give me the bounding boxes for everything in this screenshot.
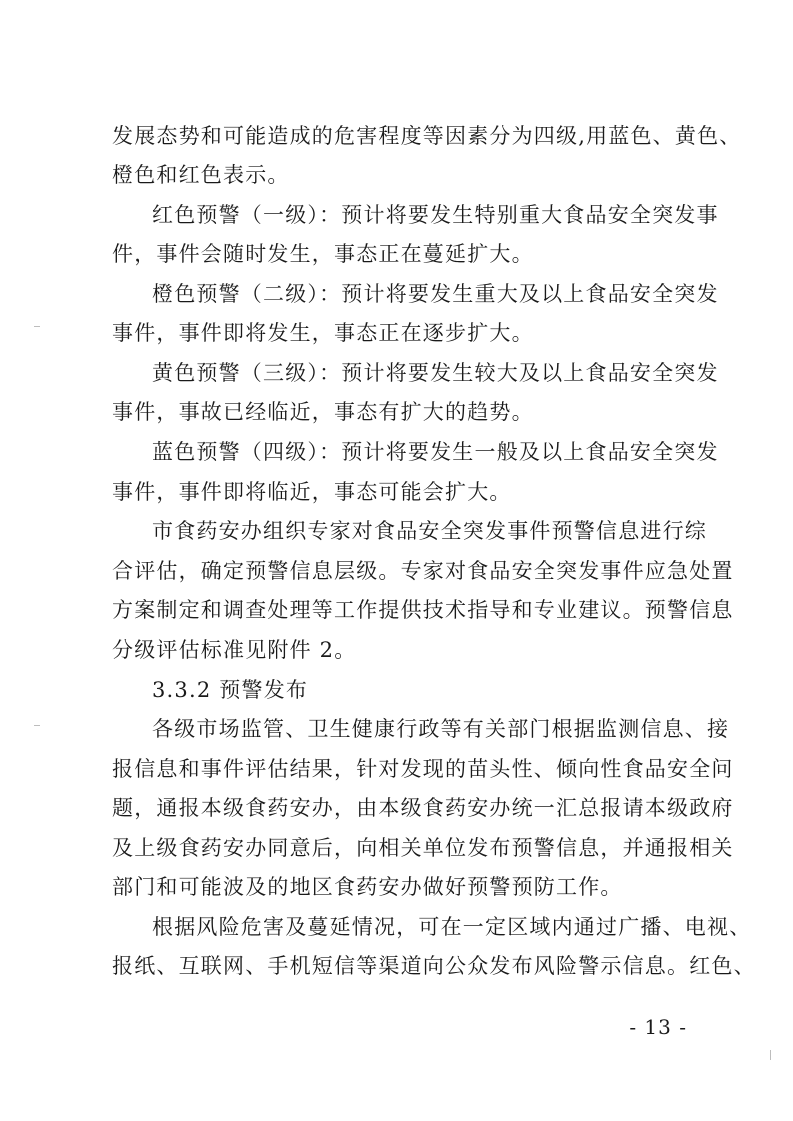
text-line: 事件，事件即将发生，事态正在逐步扩大。 (112, 321, 534, 345)
text-line: 黄色预警（三级）：预计将要发生较大及以上食品安全突发 (152, 361, 719, 385)
text-line: 题，通报本级食药安办，由本级食药安办统一汇总报请本级政府 (112, 796, 734, 820)
text-line: 红色预警（一级）：预计将要发生特别重大食品安全突发事 (152, 203, 719, 227)
scan-mark (770, 1050, 771, 1060)
scan-mark (34, 725, 40, 726)
text-line: 合评估，确定预警信息层级。专家对食品安全突发事件应急处置 (112, 559, 734, 583)
text-line: 方案制定和调查处理等工作提供技术指导和专业建议。预警信息 (112, 598, 734, 622)
text-line: 市食药安办组织专家对食品安全突发事件预警信息进行综 (152, 519, 707, 543)
section-heading: 3.3.2 预警发布 (152, 678, 309, 702)
page-number: - 13 - (629, 1015, 687, 1039)
text-line: 及上级食药安办同意后，向相关单位发布预警信息，并通报相关 (112, 836, 734, 860)
text-line: 橙色预警（二级）：预计将要发生重大及以上食品安全突发 (152, 282, 719, 306)
text-line: 分级评估标准见附件 2。 (112, 638, 357, 662)
text-line: 报信息和事件评估结果，针对发现的苗头性、倾向性食品安全问 (112, 757, 734, 781)
text-line: 各级市场监管、卫生健康行政等有关部门根据监测信息、接 (152, 717, 730, 741)
scan-mark (34, 326, 40, 327)
text-line: 件，事件会随时发生，事态正在蔓延扩大。 (112, 242, 534, 266)
text-line: 根据风险危害及蔓延情况，可在一定区域内通过广播、电视、 (152, 915, 752, 939)
text-line: 事件，事故已经临近，事态有扩大的趋势。 (112, 400, 534, 424)
text-line: 部门和可能波及的地区食药安办做好预警预防工作。 (112, 875, 623, 899)
text-line: 报纸、互联网、手机短信等渠道向公众发布风险警示信息。红色、 (112, 954, 756, 978)
text-line: 事件，事件即将临近，事态可能会扩大。 (112, 480, 512, 504)
text-line: 发展态势和可能造成的危害程度等因素分为四级,用蓝色、黄色、 (112, 124, 742, 148)
text-line: 蓝色预警（四级）：预计将要发生一般及以上食品安全突发 (152, 440, 719, 464)
text-line: 橙色和红色表示。 (112, 163, 290, 187)
